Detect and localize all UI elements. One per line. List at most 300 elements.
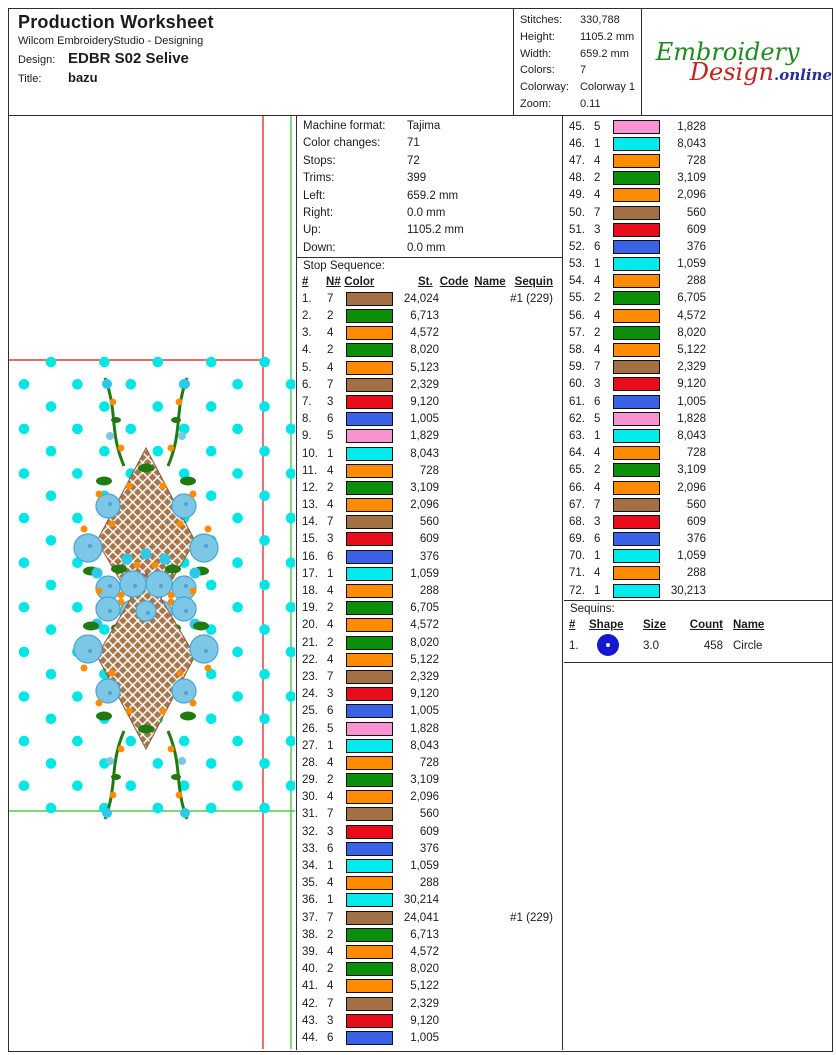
needle-number: 4 (327, 756, 334, 769)
stop-sequence-row (564, 531, 832, 548)
stop-sequence-row (564, 273, 832, 290)
stop-sequence-row (564, 118, 832, 135)
needle-number: 1 (594, 550, 601, 563)
info-label: Stops: (303, 154, 336, 167)
info-value: 7 (579, 64, 587, 77)
thread-color-swatch (346, 326, 393, 340)
sequins-column-header-name: Name (733, 618, 765, 631)
row-number: 15. (302, 533, 318, 546)
column-header-name: Name (474, 275, 506, 288)
thread-color-swatch (613, 412, 660, 426)
sequin-number: 1. (569, 640, 579, 653)
thread-color-swatch (613, 481, 660, 495)
stitch-count: 288 (419, 877, 439, 890)
thread-color-swatch (613, 326, 660, 340)
info-label: Stitches: (519, 14, 563, 26)
stitch-count: 8,043 (410, 739, 439, 752)
thread-color-swatch (346, 550, 393, 564)
stitch-count: 2,096 (677, 189, 706, 202)
stop-sequence-row (297, 720, 562, 737)
needle-number: 4 (594, 344, 601, 357)
thread-color-swatch (613, 291, 660, 305)
thread-color-swatch (613, 395, 660, 409)
stitch-count: 3,109 (677, 172, 706, 185)
thread-color-swatch (346, 361, 393, 375)
needle-number: 6 (327, 413, 334, 426)
stop-sequence-row (297, 995, 562, 1012)
stitch-count: 609 (686, 515, 706, 528)
thread-color-swatch (346, 962, 393, 976)
stitch-count: 5,122 (410, 980, 439, 993)
logo-embroidery-text: Embroidery (655, 38, 800, 66)
stitch-count: 3,109 (677, 464, 706, 477)
thread-color-swatch (346, 670, 393, 684)
info-row (303, 205, 562, 222)
stop-sequence-row (297, 840, 562, 857)
info-value: 0.0 mm (407, 207, 446, 220)
stop-sequence-row (564, 565, 832, 582)
row-number: 51. (569, 223, 585, 236)
row-number: 1. (302, 292, 312, 305)
sequins-label: Sequins: (564, 600, 832, 616)
column-header-code: Code (439, 275, 469, 288)
logo-design-text: Design.online (689, 58, 832, 86)
thread-color-swatch (346, 911, 393, 925)
stitch-count: 6,705 (410, 602, 439, 615)
stitch-count: 288 (419, 585, 439, 598)
stop-sequence-rows-1-44 (297, 290, 562, 1046)
thread-color-swatch (613, 360, 660, 374)
info-label: Colorway: (519, 81, 569, 94)
needle-number: 1 (594, 258, 601, 271)
row-number: 47. (569, 154, 585, 167)
thread-color-swatch (346, 945, 393, 959)
row-number: 8. (302, 413, 312, 426)
info-row (520, 79, 641, 96)
stop-sequence-row (564, 135, 832, 152)
sequins-column-header-shape: Shape (589, 618, 624, 631)
row-number: 7. (302, 395, 312, 408)
stop-sequence-row (564, 256, 832, 273)
thread-color-swatch (346, 412, 393, 426)
needle-number: 4 (594, 154, 601, 167)
stitch-count: 5,123 (410, 361, 439, 374)
needle-number: 2 (327, 344, 334, 357)
row-number: 63. (569, 429, 585, 442)
info-label: Height: (519, 30, 555, 43)
stitch-count: 1,059 (677, 550, 706, 563)
info-row (303, 118, 562, 135)
stop-sequence-row (297, 600, 562, 617)
stitch-count: 8,020 (677, 326, 706, 339)
thread-color-swatch (346, 532, 393, 546)
thread-color-swatch (613, 188, 660, 202)
row-number: 39. (302, 945, 318, 958)
row-number: 35. (302, 877, 318, 890)
row-number: 10. (302, 447, 318, 460)
title-label: Title: (18, 73, 42, 85)
stitch-count: 1,005 (410, 413, 439, 426)
stop-sequence-row (297, 772, 562, 789)
thread-color-swatch (346, 997, 393, 1011)
needle-number: 5 (327, 430, 334, 443)
thread-color-swatch (346, 807, 393, 821)
thread-color-swatch (613, 171, 660, 185)
thread-color-swatch (346, 343, 393, 357)
stop-sequence-row (297, 462, 562, 479)
stop-sequence-row (564, 376, 832, 393)
stitch-count: 9,120 (410, 395, 439, 408)
stop-sequence-row (564, 513, 832, 530)
stitch-count: 24,024 (403, 292, 439, 305)
thread-color-swatch (346, 1031, 393, 1045)
row-number: 43. (302, 1014, 318, 1027)
needle-number: 4 (327, 585, 334, 598)
info-row (303, 222, 562, 239)
stitch-count: 5,122 (677, 344, 706, 357)
needle-number: 1 (594, 429, 601, 442)
stop-sequence-row (297, 892, 562, 909)
thread-color-swatch (346, 653, 393, 667)
stop-sequence-row (297, 703, 562, 720)
stitch-count: 9,120 (410, 688, 439, 701)
info-value: 0.0 mm (407, 241, 446, 254)
stitch-count: 376 (686, 533, 706, 546)
row-number: 54. (569, 275, 585, 288)
stitch-count: 728 (419, 464, 439, 477)
thread-color-swatch (346, 447, 393, 461)
stop-sequence-row (297, 978, 562, 995)
needle-number: 1 (327, 894, 334, 907)
stitch-count: 560 (419, 808, 439, 821)
stitch-count: 2,329 (677, 361, 706, 374)
stitch-count: 728 (686, 154, 706, 167)
stitch-count: 609 (686, 223, 706, 236)
stitch-count: 8,020 (410, 963, 439, 976)
row-number: 22. (302, 653, 318, 666)
stop-sequence-row (297, 634, 562, 651)
header-title-block (9, 9, 514, 115)
stitch-count: 30,213 (670, 584, 706, 597)
row-number: 3. (302, 327, 312, 340)
thread-color-swatch (613, 240, 660, 254)
row-number: 11. (302, 464, 318, 477)
stop-sequence-row (297, 754, 562, 771)
sequin-circle-icon (597, 634, 619, 656)
thread-color-swatch (613, 515, 660, 529)
thread-color-swatch (613, 584, 660, 598)
row-number: 16. (302, 550, 318, 563)
thread-color-swatch (613, 154, 660, 168)
thread-color-swatch (346, 928, 393, 942)
info-label: Colors: (519, 64, 555, 77)
needle-number: 4 (594, 567, 601, 580)
thread-color-swatch (346, 481, 393, 495)
stitch-count: 376 (419, 550, 439, 563)
stop-sequence-row (564, 204, 832, 221)
thread-color-swatch (613, 223, 660, 237)
needle-number: 1 (327, 739, 334, 752)
row-number: 72. (569, 584, 585, 597)
stop-sequence-row (297, 565, 562, 582)
needle-number: 1 (594, 137, 601, 150)
row-number: 30. (302, 791, 318, 804)
thread-color-swatch (613, 446, 660, 460)
needle-number: 3 (594, 515, 601, 528)
sequin-name: Circle (733, 640, 763, 653)
thread-color-swatch (613, 549, 660, 563)
thread-color-swatch (346, 739, 393, 753)
row-number: 12. (302, 481, 318, 494)
needle-number: 4 (594, 309, 601, 322)
row-number: 67. (569, 498, 585, 511)
stop-sequence-row (564, 548, 832, 565)
row-number: 53. (569, 258, 585, 271)
logo-online-text: .online (774, 66, 832, 84)
info-value: 72 (407, 154, 420, 167)
row-number: 64. (569, 447, 585, 460)
needle-number: 4 (327, 464, 334, 477)
thread-color-swatch (613, 343, 660, 357)
stitch-count: 30,214 (403, 894, 439, 907)
thread-color-swatch (346, 618, 393, 632)
info-row (520, 46, 641, 63)
row-number: 38. (302, 928, 318, 941)
sequins-header (564, 616, 832, 633)
info-value: 330,788 (579, 14, 620, 26)
info-row (303, 240, 562, 257)
thread-color-swatch (613, 498, 660, 512)
stitch-count: 8,043 (677, 137, 706, 150)
info-label: Right: (303, 207, 334, 220)
stitch-count: 1,005 (410, 705, 439, 718)
row-number: 37. (302, 911, 318, 924)
sequins-column-header-: # (569, 618, 576, 631)
stitch-count: 9,120 (677, 378, 706, 391)
info-value: 659.2 mm (579, 47, 629, 60)
thread-color-swatch (346, 429, 393, 443)
stop-sequence-row (564, 221, 832, 238)
info-value: 0.11 (579, 97, 601, 110)
stop-sequence-row (297, 909, 562, 926)
row-number: 18. (302, 585, 318, 598)
info-row (520, 62, 641, 79)
stop-sequence-row (297, 325, 562, 342)
info-row (303, 135, 562, 152)
row-number: 55. (569, 292, 585, 305)
row-number: 61. (569, 395, 585, 408)
thread-color-swatch (613, 206, 660, 220)
stitch-count: 1,059 (677, 258, 706, 271)
stitch-count: 1,829 (410, 430, 439, 443)
column-header-: # (302, 275, 309, 288)
stop-sequence-row (297, 617, 562, 634)
info-label: Zoom: (519, 97, 552, 110)
info-value: 399 (407, 172, 427, 185)
stop-sequence-row (297, 411, 562, 428)
info-value: 1105.2 mm (579, 30, 635, 43)
stop-sequence-row (564, 170, 832, 187)
row-number: 23. (302, 670, 318, 683)
needle-number: 1 (327, 447, 334, 460)
stop-sequence-row (564, 324, 832, 341)
row-number: 24. (302, 688, 318, 701)
needle-number: 4 (327, 877, 334, 890)
thread-color-swatch (613, 137, 660, 151)
needle-number: 2 (327, 602, 334, 615)
needle-number: 6 (327, 1031, 334, 1044)
stop-sequence-row (564, 427, 832, 444)
row-number: 66. (569, 481, 585, 494)
needle-number: 5 (327, 722, 334, 735)
needle-number: 4 (327, 791, 334, 804)
stitch-count: 2,096 (410, 499, 439, 512)
needle-number: 4 (327, 945, 334, 958)
needle-number: 6 (327, 550, 334, 563)
stop-sequence-row (564, 187, 832, 204)
stop-sequence-row (297, 290, 562, 307)
sequins-column-header-size: Size (643, 618, 667, 631)
thread-color-swatch (346, 567, 393, 581)
stitch-count: 288 (686, 567, 706, 580)
design-label: Design: (18, 54, 56, 66)
row-number: 19. (302, 602, 318, 615)
column-header-st: St. (418, 275, 433, 288)
row-number: 17. (302, 567, 318, 580)
needle-number: 4 (327, 619, 334, 632)
stitch-count: 4,572 (410, 327, 439, 340)
thread-color-swatch (346, 601, 393, 615)
stitch-count: 24,041 (403, 911, 439, 924)
stop-sequence-row (297, 875, 562, 892)
page-title: Production Worksheet (18, 12, 214, 32)
stop-sequence-row (564, 445, 832, 462)
stop-sequence-row (297, 497, 562, 514)
stop-sequence-column-1 (297, 116, 563, 1050)
needle-number: 3 (327, 395, 334, 408)
stitch-count: 6,713 (410, 928, 439, 941)
thread-color-swatch (346, 842, 393, 856)
sequins-section (564, 600, 832, 663)
design-title: bazu (68, 70, 98, 85)
stitch-count: 1,828 (677, 120, 706, 133)
stop-sequence-row (297, 445, 562, 462)
needle-number: 7 (327, 516, 334, 529)
row-number: 4. (302, 344, 312, 357)
stop-sequence-row (297, 789, 562, 806)
thread-color-swatch (346, 704, 393, 718)
info-label: Up: (303, 224, 321, 237)
needle-number: 4 (327, 499, 334, 512)
row-number: 25. (302, 705, 318, 718)
stitch-count: 9,120 (410, 1014, 439, 1027)
needle-number: 5 (594, 120, 601, 133)
thread-color-swatch (346, 636, 393, 650)
thread-color-swatch (346, 825, 393, 839)
needle-number: 7 (594, 498, 601, 511)
thread-color-swatch (613, 532, 660, 546)
stop-sequence-row (297, 393, 562, 410)
stitch-count: 8,020 (410, 344, 439, 357)
worksheet-header (9, 9, 832, 116)
stop-sequence-row (297, 1012, 562, 1029)
needle-number: 3 (327, 825, 334, 838)
needle-number: 3 (327, 1014, 334, 1027)
stop-sequence-row (564, 479, 832, 496)
stop-sequence-row (564, 462, 832, 479)
stitch-count: 1,828 (677, 412, 706, 425)
worksheet-sheet (8, 8, 833, 1052)
needle-number: 6 (594, 533, 601, 546)
stop-sequence-row (564, 307, 832, 324)
needle-number: 3 (327, 533, 334, 546)
stop-sequence-row (297, 376, 562, 393)
row-number: 70. (569, 550, 585, 563)
stop-sequence-row (564, 341, 832, 358)
row-number: 33. (302, 842, 318, 855)
stop-sequence-label: Stop Sequence: (297, 257, 562, 273)
row-number: 26. (302, 722, 318, 735)
design-stats (514, 9, 642, 115)
needle-number: 2 (327, 310, 334, 323)
stop-sequence-row (297, 857, 562, 874)
row-number: 34. (302, 860, 318, 873)
design-preview (9, 116, 297, 1050)
stitch-count: 5,122 (410, 653, 439, 666)
stitch-count: 376 (419, 842, 439, 855)
stop-sequence-row (297, 686, 562, 703)
info-label: Width: (519, 47, 552, 60)
info-value: 71 (407, 137, 420, 150)
thread-color-swatch (346, 859, 393, 873)
stop-sequence-row (297, 548, 562, 565)
needle-number: 6 (594, 240, 601, 253)
row-number: 68. (569, 515, 585, 528)
stop-sequence-row (297, 359, 562, 376)
info-row (303, 188, 562, 205)
row-number: 29. (302, 774, 318, 787)
info-label: Down: (303, 241, 336, 254)
info-value: 1105.2 mm (407, 224, 464, 237)
needle-number: 2 (327, 481, 334, 494)
stitch-count: 1,059 (410, 860, 439, 873)
row-number: 5. (302, 361, 312, 374)
row-number: 42. (302, 997, 318, 1010)
sequin-count: 458 (703, 640, 723, 653)
thread-color-swatch (346, 1014, 393, 1028)
row-number: 20. (302, 619, 318, 632)
stitch-count: 1,828 (410, 722, 439, 735)
needle-number: 7 (327, 808, 334, 821)
sequins-rows (564, 633, 832, 659)
needle-number: 6 (327, 705, 334, 718)
row-number: 9. (302, 430, 312, 443)
thread-color-swatch (346, 773, 393, 787)
thread-color-swatch (346, 687, 393, 701)
thread-color-swatch (346, 893, 393, 907)
info-label: Color changes: (303, 137, 381, 150)
design-preview-svg (9, 116, 295, 1049)
stitch-count: 560 (686, 206, 706, 219)
row-number: 41. (302, 980, 318, 993)
needle-number: 7 (327, 292, 334, 305)
sequin-value: #1 (229) (510, 292, 553, 305)
stitch-count: 6,713 (410, 310, 439, 323)
needle-number: 4 (594, 275, 601, 288)
stop-sequence-row (297, 961, 562, 978)
row-number: 40. (302, 963, 318, 976)
row-number: 36. (302, 894, 318, 907)
